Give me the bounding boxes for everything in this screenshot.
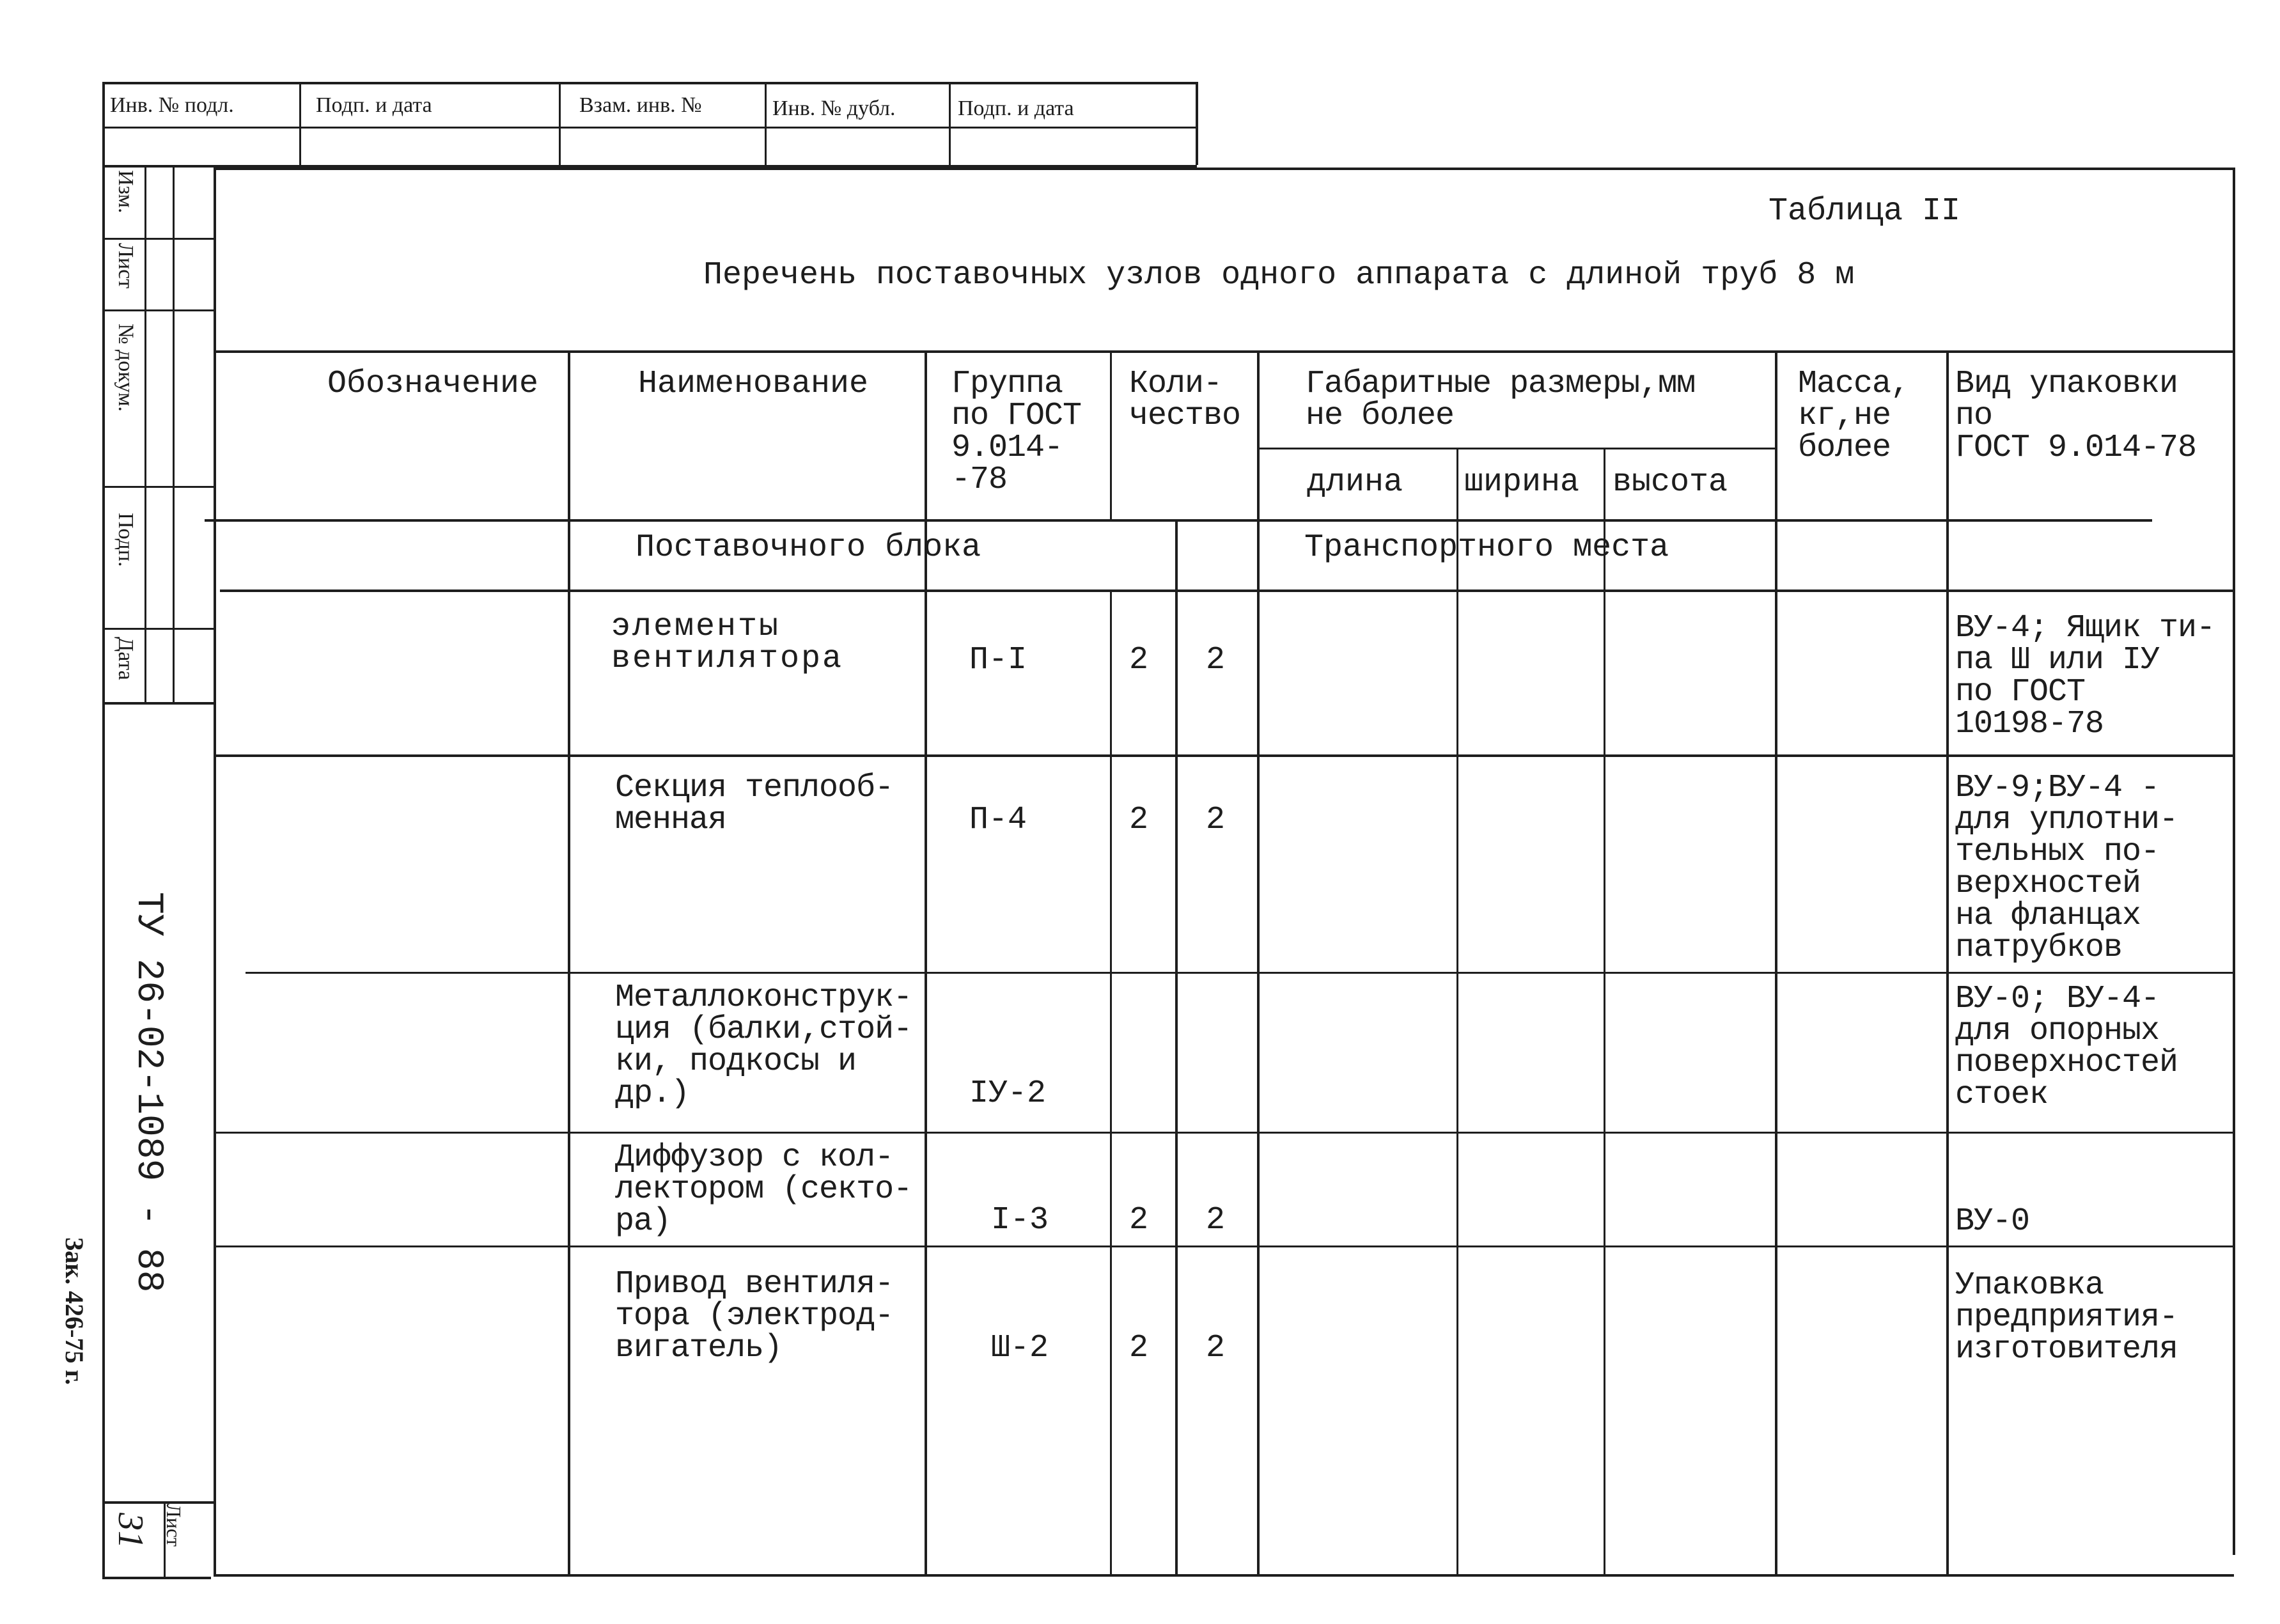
row-group: Ш-2 xyxy=(991,1330,1049,1366)
header-height: высота xyxy=(1612,464,1728,501)
header-name: Наименование xyxy=(638,366,869,402)
row-qty-transport: 2 xyxy=(1206,642,1226,678)
side-label-change: Изм. xyxy=(114,170,137,214)
row-packaging: ВУ-0 xyxy=(1955,1203,2030,1240)
row-qty-transport: 2 xyxy=(1206,1330,1226,1366)
row-name: Металлоконструк- ция (балки,стой- ки, подкосы и др.) xyxy=(615,980,912,1112)
row-packaging: Упаковка предприятия- изготовителя xyxy=(1955,1267,2178,1368)
stamp-header-inv-orig: Инв. № подл. xyxy=(110,93,234,117)
side-label-date: Дата xyxy=(114,637,137,680)
row-name: Секция теплооб- менная xyxy=(615,770,894,838)
header-group: Группа по ГОСТ 9.014- -78 xyxy=(951,366,1082,498)
row-packaging: ВУ-9;ВУ-4 - для уплотни- тельных по- верхностей на фланцах патрубков xyxy=(1955,770,2178,966)
stamp-header-replace-inv: Взам. инв. № xyxy=(579,93,702,117)
row-group: IУ-2 xyxy=(969,1075,1047,1112)
header-width: ширина xyxy=(1464,464,1580,501)
header-packaging: Вид упаковки по ГОСТ 9.014-78 xyxy=(1955,366,2197,466)
subheader-supply-block: Поставочного блока xyxy=(636,529,981,566)
header-quantity: Коли- чество xyxy=(1129,366,1241,434)
table-label: Таблица II xyxy=(1769,193,1961,230)
stamp-header-sign-date-1: Подп. и дата xyxy=(316,93,432,117)
header-mass: Масса, кг,не более xyxy=(1798,366,1910,466)
header-length: длина xyxy=(1307,464,1403,501)
row-qty-block: 2 xyxy=(1129,1330,1149,1366)
stamp-header-sign-date-2: Подп. и дата xyxy=(958,97,1074,120)
document-code: ТУ 26-02-1089 - 88 xyxy=(127,892,169,1293)
row-name: Диффузор с кол- лектором (секто- ра) xyxy=(615,1139,912,1240)
page-title: Перечень поставочных узлов одного аппарата с длиной труб 8 м xyxy=(703,257,1855,293)
row-qty-block: 2 xyxy=(1129,642,1149,678)
side-label-doc-no: № докум. xyxy=(114,324,137,412)
subheader-transport-place: Транспортного места xyxy=(1304,529,1669,566)
sheet-label: Лист xyxy=(162,1504,185,1547)
stamp-header-inv-dup: Инв. № дубл. xyxy=(772,97,896,120)
header-dimensions: Габаритные размеры,мм не более xyxy=(1306,366,1696,434)
row-qty-block: 2 xyxy=(1129,802,1149,838)
side-label-signature: Подп. xyxy=(114,513,137,567)
row-name: Привод вентиля- тора (электрод- вигатель) xyxy=(615,1266,894,1366)
side-label-sheet: Лист xyxy=(114,243,137,289)
row-group: П-I xyxy=(969,642,1027,678)
header-designation: Обозначение xyxy=(327,366,539,402)
row-group: П-4 xyxy=(969,802,1027,838)
row-packaging: ВУ-0; ВУ-4- для опорных поверхностей стоек xyxy=(1955,981,2178,1113)
row-group: I-3 xyxy=(991,1202,1049,1238)
order-number: Зак. 426-75 г. xyxy=(60,1237,89,1386)
row-qty-transport: 2 xyxy=(1206,802,1226,838)
row-packaging: ВУ-4; Ящик ти- па Ш или IУ по ГОСТ 10198-78 xyxy=(1955,610,2215,742)
row-qty-block: 2 xyxy=(1129,1202,1149,1238)
sheet-number: 31 xyxy=(111,1513,150,1549)
row-qty-transport: 2 xyxy=(1206,1202,1226,1238)
row-name: элементы вентилятора xyxy=(611,609,844,677)
